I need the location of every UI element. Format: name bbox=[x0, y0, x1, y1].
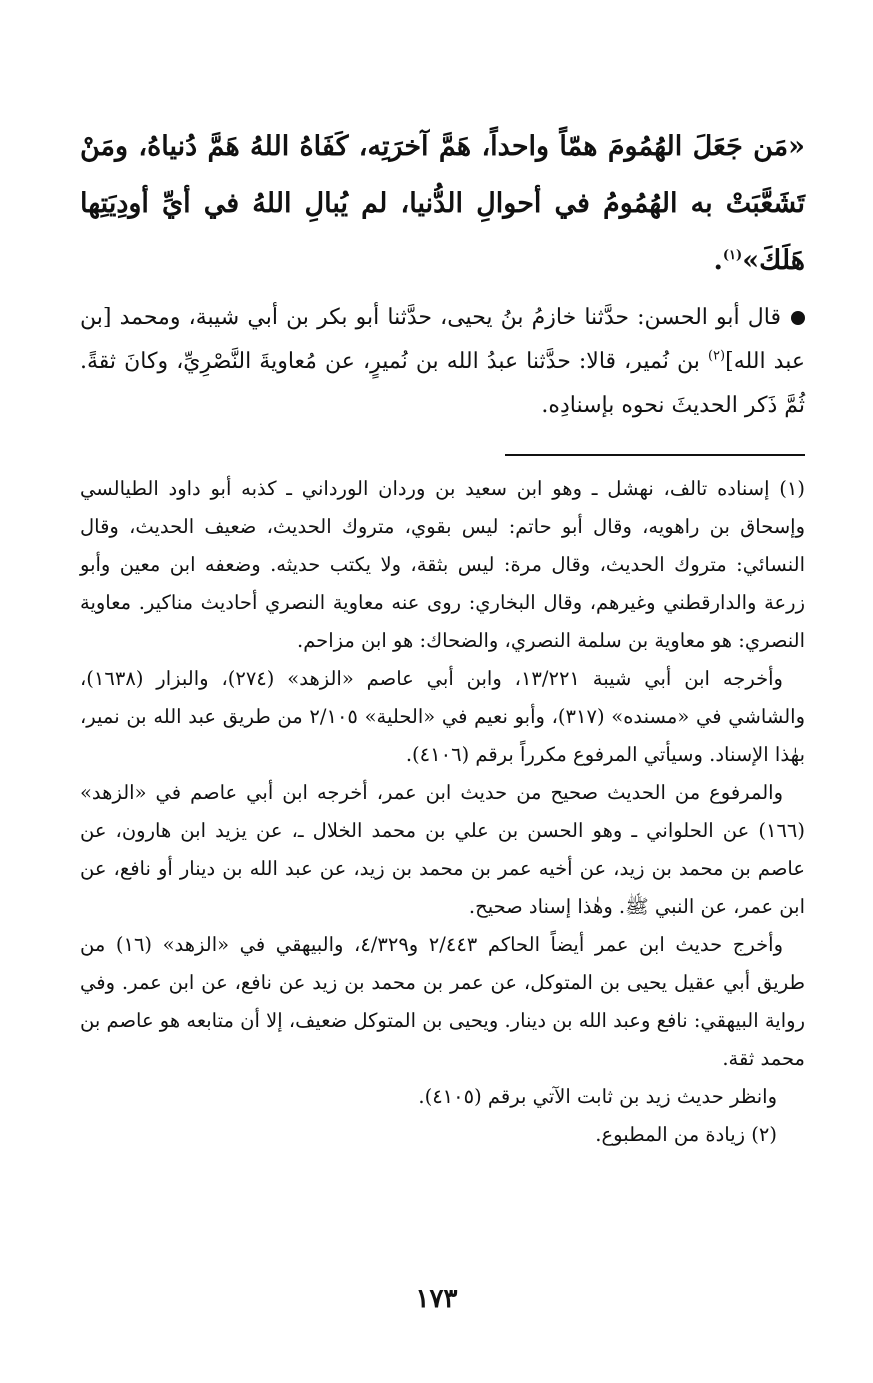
footnote-divider bbox=[505, 454, 805, 456]
footnote-marker-1: (١) bbox=[722, 248, 743, 263]
footnote-2: (٢) زيادة من المطبوع. bbox=[595, 1123, 777, 1146]
hadith-quote bbox=[80, 118, 805, 289]
footnote-1-additional: وأخرج حديث ابن عمر أيضاً الحاكم ٢/٤٤٣ و٤/٣٢٩، والبيهقي في «الزهد» (١٦) من طريق أبي عقيل يحيى بن المتوكل، عن عمر بن محمد بن زيد عن نافع، عن ابن عمر. وفي رواية البيهقي: نافع وعبد الله بن دينار. ويحيى بن المتوكل ضعيف، إلا أن متابعه هو عاصم بن محمد ثقة. bbox=[80, 933, 805, 1070]
bullet-dot-icon bbox=[791, 311, 805, 325]
narration-text-part2: بن نُمير، قالا: حدَّثنا عبدُ الله بن نُميرٍ، عن مُعاويةَ النَّصْرِيِّ، وكانَ ثقةً. ثُمَّ ذَكر الحديثَ نحوه بإسنادِه. bbox=[80, 349, 805, 418]
footnote-1-takhrij: وأخرجه ابن أبي شيبة ١٣/٢٢١، وابن أبي عاصم «الزهد» (٢٧٤)، والبزار (١٦٣٨)، والشاشي في «مسنده» (٣١٧)، وأبو نعيم في «الحلية» ٢/١٠٥ من طريق عبد الله بن نمير، بهٰذا الإسناد. وسيأتي المرفوع مكرراً برقم (٤١٠٦). bbox=[80, 667, 805, 766]
footnotes-section bbox=[80, 470, 805, 1154]
narration-paragraph bbox=[80, 296, 805, 428]
footnote-1-marfu: والمرفوع من الحديث صحيح من حديث ابن عمر، أخرجه ابن أبي عاصم في «الزهد» (١٦٦) عن الحلواني ـ وهو الحسن بن علي بن محمد الخلال ـ، عن يزيد ابن هارون، عن عاصم بن محمد بن زيد، عن أخيه عمر بن محمد بن زيد، عن عبد الله بن دينار أو نافع، عن ابن عمر، عن النبي ﷺ. وهٰذا إسناد صحيح. bbox=[80, 781, 805, 918]
narration-text-part1: قال أبو الحسن: حدَّثنا خازمُ بنُ يحيى، حدَّثنا أبو بكر بن أبي شيبة، ومحمد [بن عبد الله] bbox=[80, 305, 805, 374]
quote-end: . bbox=[713, 245, 723, 276]
footnote-1: (١) إسناده تالف، نهشل ـ وهو ابن سعيد بن وردان الورداني ـ كذبه أبو داود الطيالسي وإسحاق بن راهويه، وقال أبو حاتم: ليس بقوي، متروك الحديث، ضعيف الحديث، وقال النسائي: متروك الحديث، وقال مرة: ليس بثقة، ولا يكتب حديثه. وضعفه ابن معين وأبو زرعة والدارقطني وغيرهم، وقال البخاري: روى عنه معاوية النصري أحاديث مناكير. معاوية النصري: هو معاوية بن سلمة النصري، والضحاك: هو ابن مزاحم. bbox=[80, 477, 805, 652]
footnote-marker-2: (٢) bbox=[707, 348, 726, 364]
footnote-1-see-also: وانظر حديث زيد بن ثابت الآتي برقم (٤١٠٥). bbox=[418, 1085, 777, 1108]
hadith-quote-text: «مَن جَعَلَ الهُمُومَ همّاً واحداً، هَمَّ آخرَتِه، كَفَاهُ اللهُ هَمَّ دُنياهُ، ومَنْ تَشَعَّبَتْ به الهُمُومُ في أحوالِ الدُّنيا، لم يُبالِ اللهُ في أيِّ أودِيَتِها هَلَكَ» bbox=[80, 131, 805, 276]
page-number: ١٧٣ bbox=[415, 1284, 458, 1314]
